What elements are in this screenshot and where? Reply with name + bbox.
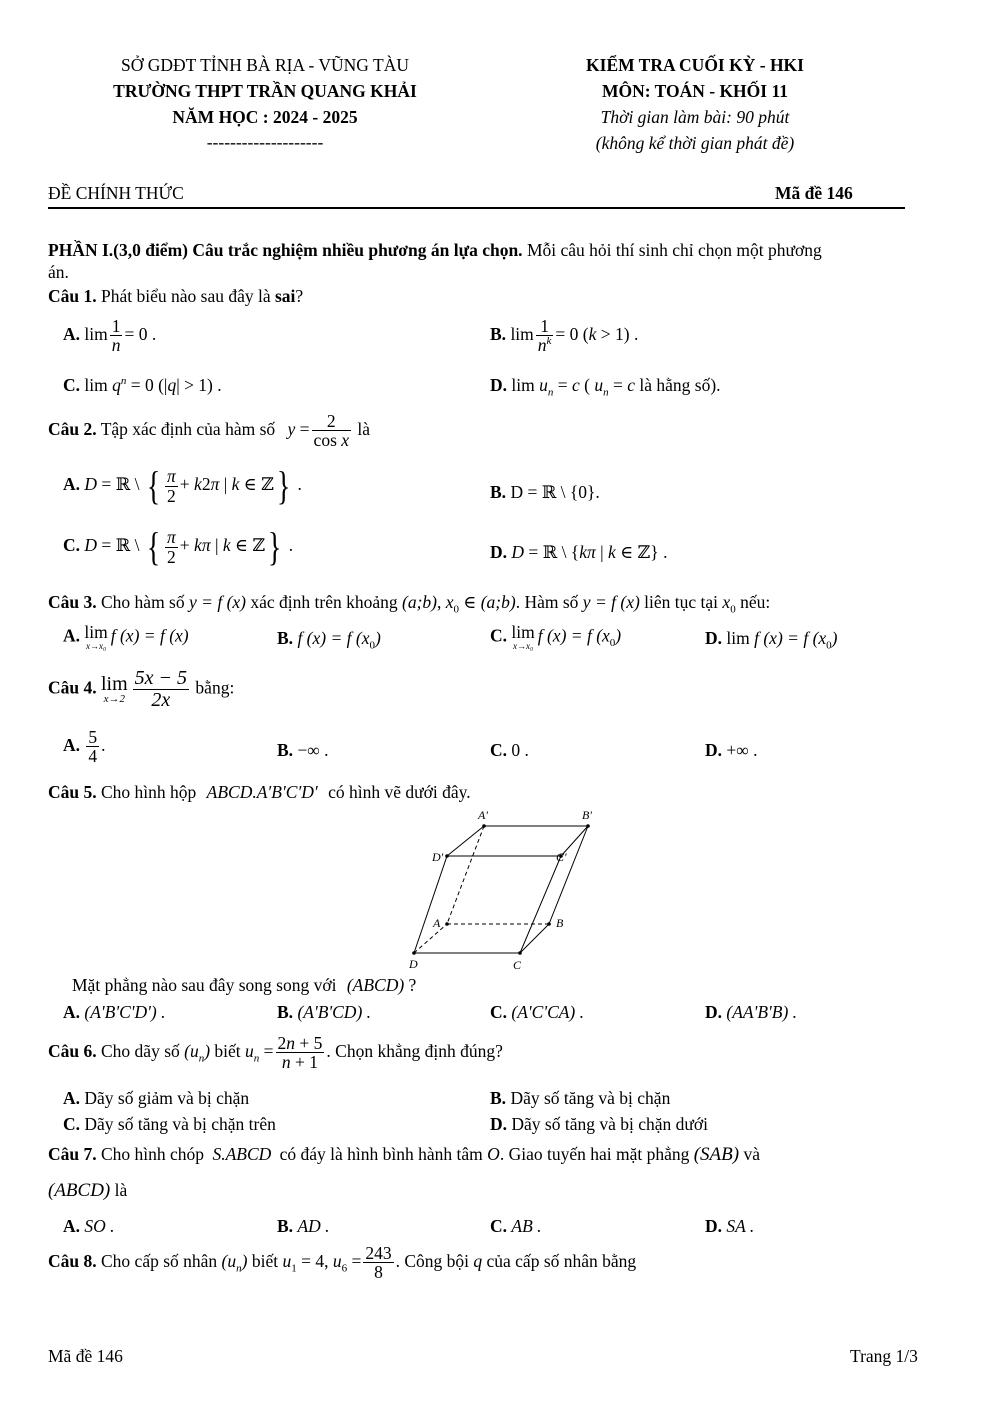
- question-6: Câu 6. Cho dãy số $(u_n)$ biết $u_n$ = $\frac{2n + 5}{n + 1}$ . Chọn khẳng định đúng?: [48, 1033, 503, 1073]
- q2-option-b[interactable]: B. D = ℝ \ {0}.: [490, 482, 600, 502]
- fig-label-a1: A′: [478, 808, 488, 822]
- q5-label: Câu 5.: [48, 782, 97, 802]
- q1-option-b[interactable]: B. lim $\frac{1}{n^k}$ = 0 (k > 1) .: [490, 316, 639, 356]
- opt-letter: B.: [277, 1002, 294, 1022]
- part1-title-bold: PHẦN I.(3,0 điểm) Câu trắc nghiệm nhiều phương án lựa chọn.: [48, 240, 523, 260]
- part1-title: [48, 240, 822, 261]
- exam-code: Mã đề 146: [775, 183, 853, 203]
- fig-label-b: B: [556, 916, 564, 930]
- q7-option-b[interactable]: [277, 1216, 330, 1237]
- school-name: TRƯỜNG THPT TRẦN QUANG KHẢI: [113, 81, 417, 101]
- school-year: NĂM HỌC : 2024 - 2025: [172, 107, 358, 127]
- q6-b-text: Dãy số tăng và bị chặn: [510, 1088, 671, 1108]
- opt-letter: D.: [490, 1114, 508, 1134]
- q5-option-c[interactable]: [490, 1002, 584, 1023]
- q2-after: là: [357, 418, 371, 439]
- q1-label: Câu 1.: [48, 286, 97, 306]
- q4-option-d[interactable]: [705, 740, 758, 761]
- q5-question-text: Mặt phẳng nào sau đây song song với: [72, 975, 337, 995]
- q7-text-1: Cho hình chóp: [101, 1144, 205, 1164]
- opt-letter: D.: [705, 740, 723, 760]
- fig-label-a: A: [433, 916, 441, 930]
- opt-letter: A.: [63, 1002, 81, 1022]
- opt-letter: D.: [705, 1002, 723, 1022]
- q4-after: bằng:: [195, 677, 235, 698]
- q8-text-1: Cho cấp số nhân: [101, 1250, 218, 1271]
- q4-label: Câu 4.: [48, 677, 97, 698]
- q4-b-text: −∞ .: [297, 740, 329, 760]
- fig-label-c: C: [513, 958, 522, 972]
- q7-c-text: AB .: [511, 1216, 542, 1236]
- question-7: Câu 7. Cho hình chóp S.ABCD có đáy là hình bình hành tâm O. Giao tuyến hai mặt phẳng (SAB) và: [48, 1144, 761, 1165]
- q7-a-text: SO .: [84, 1216, 115, 1236]
- exam-time: Thời gian làm bài: 90 phút: [600, 107, 790, 127]
- opt-letter: B.: [490, 482, 507, 502]
- q3-text-2: xác định trên khoảng: [250, 592, 398, 612]
- fig-label-d: D: [409, 957, 418, 971]
- q6-text-3: . Chọn khẳng định đúng?: [326, 1040, 503, 1061]
- q4-option-c[interactable]: [490, 740, 529, 761]
- q3-label: Câu 3.: [48, 592, 97, 612]
- q4-c-text: 0 .: [511, 740, 529, 760]
- q4-option-b[interactable]: [277, 740, 329, 761]
- q1-option-d[interactable]: D. $\lim u_n = c$ ( $u_n = c$ là hằng số).: [490, 375, 721, 399]
- opt-letter: A.: [63, 1088, 81, 1108]
- parallelepiped-figure: [400, 805, 610, 975]
- q3-option-d[interactable]: D. lim f (x) = f $(x_0)$: [705, 628, 838, 652]
- q2-text: Tập xác định của hàm số: [100, 418, 276, 439]
- q3-text-5: nếu:: [740, 592, 771, 612]
- question-3: Câu 3. Cho hàm số y = f (x) xác định trên khoảng (a;b), $x_0$ ∈ (a;b). Hàm số y = f (x) liên tục tại $x_0$ nếu:: [48, 592, 771, 616]
- q6-text-1: Cho dãy số: [101, 1040, 180, 1061]
- opt-letter: B.: [490, 323, 507, 344]
- q5-text-2: có hình vẽ dưới đây.: [328, 782, 471, 802]
- q7-b-text: AD .: [297, 1216, 330, 1236]
- exam-title: KIỂM TRA CUỐI KỲ - HKI: [586, 55, 804, 75]
- q1-option-a[interactable]: A. lim $\frac{1}{n}$ = 0 .: [63, 316, 157, 356]
- q7-d-text: SA .: [726, 1216, 755, 1236]
- q6-option-a[interactable]: [63, 1088, 249, 1109]
- opt-letter: D.: [490, 542, 508, 562]
- q2-option-d[interactable]: D. D = ℝ \ {kπ | k ∈ ℤ} .: [490, 542, 668, 562]
- footer-page: Trang 1/3: [850, 1346, 918, 1366]
- q7-option-d[interactable]: [705, 1216, 754, 1237]
- q7-option-c[interactable]: [490, 1216, 542, 1237]
- q4-a-den: 4: [88, 746, 98, 767]
- q7-text-3: . Giao tuyến hai mặt phẳng: [499, 1144, 690, 1164]
- q1-end: ?: [295, 286, 304, 306]
- q6-d-text: Dãy số tăng và bị chặn dưới: [511, 1114, 709, 1134]
- footer-code: Mã đề 146: [48, 1346, 123, 1366]
- fig-label-d1: D′: [432, 850, 444, 864]
- q3-text-3: . Hàm số: [515, 592, 579, 612]
- fig-label-b1: B′: [582, 808, 592, 822]
- q6-label: Câu 6.: [48, 1040, 97, 1061]
- q7-option-a[interactable]: [63, 1216, 115, 1237]
- q8-text-3: . Công bội: [395, 1250, 469, 1271]
- q6-a-text: Dãy số giảm và bị chặn: [84, 1088, 250, 1108]
- exam-subject: MÔN: TOÁN - KHỐI 11: [601, 81, 789, 101]
- exam-time-note: (không kể thời gian phát đề): [595, 133, 795, 153]
- header-rule: [48, 207, 905, 209]
- q3-text-4: liên tục tại: [644, 592, 719, 612]
- opt-letter: B.: [277, 628, 294, 648]
- q7-text-2: có đáy là hình bình hành tâm: [279, 1144, 483, 1164]
- official-label: ĐỀ CHÍNH THỨC: [48, 183, 184, 203]
- q3-option-c[interactable]: C. lim x→x₀ f (x) = f $(x_0)$: [490, 622, 622, 651]
- q5-a-text: (A'B'C'D') .: [84, 1002, 166, 1022]
- q6-option-c[interactable]: [63, 1114, 276, 1135]
- q5-d-text: (AA'B'B) .: [726, 1002, 798, 1022]
- q1-d-note: là hằng số).: [639, 375, 721, 395]
- opt-letter: C.: [490, 625, 508, 646]
- opt-letter: C.: [63, 375, 81, 395]
- q3-text-1: Cho hàm số: [101, 592, 185, 612]
- question-5: Câu 5. Cho hình hộp ABCD.A′B′C′D′ có hình vẽ dưới đây.: [48, 782, 471, 802]
- q8-text-4: của cấp số nhân bằng: [486, 1250, 637, 1271]
- opt-letter: C.: [63, 1114, 81, 1134]
- q2-option-a[interactable]: A. D = ℝ \ { $\frac{\pi}{2}$ + k2π | k ∈ ℤ} .: [63, 463, 302, 508]
- q5-question: Mặt phẳng nào sau đây song song với (ABCD) ?: [72, 975, 417, 995]
- header-right: [540, 52, 850, 156]
- opt-letter: D.: [705, 1216, 723, 1236]
- opt-letter: A.: [63, 625, 81, 646]
- header-dashes: --------------------: [206, 132, 324, 152]
- opt-letter: B.: [490, 1088, 507, 1108]
- question-2: Câu 2. Tập xác định của hàm số y = $\frac{2}{\text{cos x}}$ là: [48, 411, 371, 451]
- opt-letter: A.: [63, 734, 81, 755]
- q7-text-5: là: [114, 1180, 128, 1200]
- opt-letter: D.: [705, 628, 723, 648]
- question-4: Câu 4. lim x→2 $\frac{5x - 5}{2x}$ bằng:: [48, 667, 235, 711]
- q5-option-b[interactable]: [277, 1002, 371, 1023]
- q6-c-text: Dãy số tăng và bị chặn trên: [84, 1114, 276, 1134]
- q3-option-a[interactable]: A. lim x→x₀ f (x) = f (x): [63, 622, 189, 651]
- q8-text-2: biết: [251, 1250, 279, 1271]
- q6-option-b[interactable]: [490, 1088, 670, 1109]
- q1-bold-word: sai: [274, 286, 296, 306]
- q1-text: Phát biểu nào sau đây là: [101, 286, 275, 306]
- q7-text-4: và: [743, 1144, 761, 1164]
- q4-d-text: +∞ .: [726, 740, 758, 760]
- q4-option-a[interactable]: A. $\frac{5}{4}$ .: [63, 727, 106, 767]
- opt-letter: C.: [490, 740, 508, 760]
- q5-c-text: (A'C'CA) .: [511, 1002, 585, 1022]
- opt-letter: B.: [277, 1216, 294, 1236]
- q5-b-text: (A'B'CD) .: [297, 1002, 372, 1022]
- q5-text-1: Cho hình hộp: [101, 782, 197, 802]
- q5-option-a[interactable]: [63, 1002, 165, 1023]
- dept-name: SỞ GDĐT TỈNH BÀ RỊA - VŨNG TÀU: [121, 55, 409, 75]
- part1-title-rest: Mỗi câu hỏi thí sinh chỉ chọn một phương: [522, 240, 822, 260]
- opt-letter: B.: [277, 740, 294, 760]
- opt-letter: C.: [490, 1002, 508, 1022]
- q4-a-num: 5: [88, 727, 98, 747]
- q5-option-d[interactable]: [705, 1002, 797, 1023]
- part1-title-wrap: án.: [48, 262, 69, 282]
- opt-letter: C.: [490, 1216, 508, 1236]
- opt-letter: A.: [63, 323, 81, 344]
- opt-letter: A.: [63, 474, 81, 495]
- q7-wrap: (ABCD) là: [48, 1180, 128, 1201]
- q2-label: Câu 2.: [48, 418, 97, 439]
- opt-letter: D.: [490, 375, 508, 395]
- opt-letter: A.: [63, 1216, 81, 1236]
- q3-option-b[interactable]: B. f (x) = f $(x_0)$: [277, 628, 381, 652]
- q6-option-d[interactable]: [490, 1114, 708, 1135]
- q6-text-2: biết: [214, 1040, 241, 1061]
- question-8: Câu 8. Cho cấp số nhân $(u_n)$ biết $u_1 = 4$, $u_6$ = $\frac{243}{8}$ . Công bội q của cấp số nhân bằng: [48, 1243, 637, 1283]
- q1-option-c[interactable]: C. $\lim q^n = 0$ (|q| > 1) .: [63, 375, 222, 395]
- fig-label-c1: C′: [556, 850, 567, 864]
- header-left: [60, 52, 470, 154]
- question-1: [48, 286, 303, 307]
- q7-label: Câu 7.: [48, 1144, 97, 1164]
- q2-option-c[interactable]: C. D = ℝ \ { $\frac{\pi}{2}$ + kπ | k ∈ ℤ} .: [63, 524, 294, 569]
- opt-letter: C.: [63, 535, 81, 556]
- q8-label: Câu 8.: [48, 1250, 97, 1271]
